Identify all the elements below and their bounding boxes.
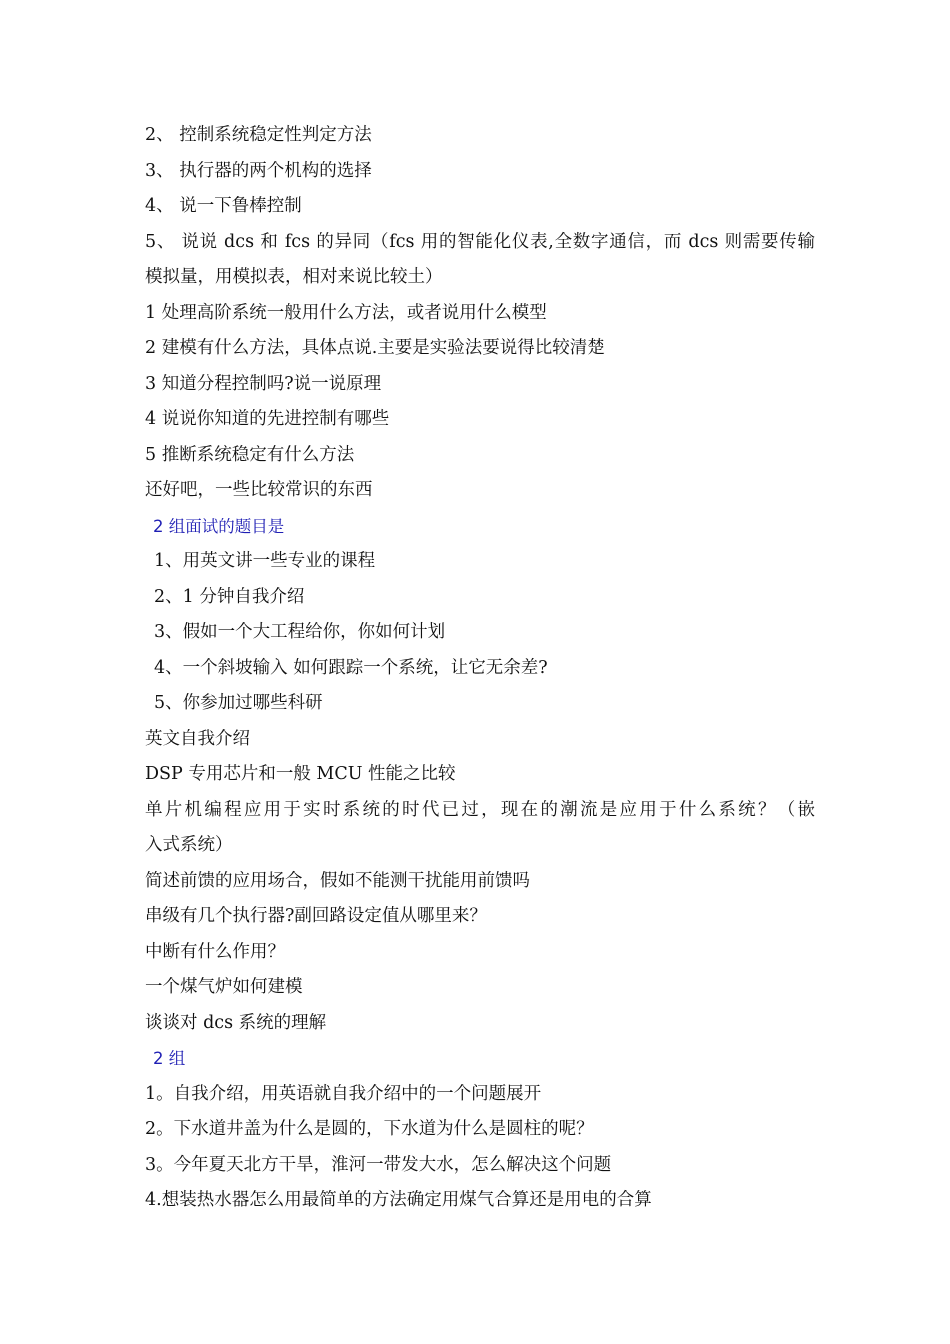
text-line: 5 推断系统稳定有什么方法 [145, 444, 355, 465]
list-item: 4、一个斜坡输入 如何跟踪一个系统，让它无余差? [154, 657, 548, 678]
list-item: 1、用英文讲一些专业的课程 [154, 551, 376, 571]
text-line: 1。自我介绍，用英语就自我介绍中的一个问题展开 [145, 1083, 542, 1104]
text-line: 4.想装热水器怎么用最简单的方法确定用煤气合算还是用电的合算 [145, 1190, 652, 1210]
text-line: 5、 说说 dcs 和 fcs 的异同（fcs 用的智能化仪表,全数字通信，而 dcs 则需要传输 [145, 231, 815, 252]
text-line: 2。下水道井盖为什么是圆的，下水道为什么是圆柱的呢？ [145, 1119, 594, 1139]
text-line: 谈谈对 dcs 系统的理解 [145, 1012, 327, 1033]
section-heading: 2 组面试的题目是 [153, 516, 285, 536]
text-line: 单片机编程应用于实时系统的时代已过，现在的潮流是应用于什么系统？（嵌 [145, 799, 815, 820]
text-line: 英文自我介绍 [145, 728, 250, 749]
text-line: 3 知道分程控制吗?说一说原理 [145, 373, 382, 394]
text-line: 2 建模有什么方法，具体点说.主要是实验法要说得比较清楚 [145, 338, 605, 358]
text-line: DSP 专用芯片和一般 MCU 性能之比较 [145, 764, 456, 784]
list-item: 5、你参加过哪些科研 [154, 693, 323, 713]
text-line: 模拟量，用模拟表，相对来说比较土） [145, 267, 443, 287]
document-body [145, 118, 815, 1219]
list-item: 3、假如一个大工程给你，你如何计划 [154, 622, 446, 642]
text-line: 3。今年夏天北方干旱，淮河一带发大水，怎么解决这个问题 [145, 1154, 612, 1175]
text-line: 还好吧，一些比较常识的东西 [145, 480, 373, 500]
text-line: 简述前馈的应用场合，假如不能测干扰能用前馈吗 [145, 870, 530, 891]
list-item: 2、1 分钟自我介绍 [154, 586, 305, 607]
text-line: 一个煤气炉如何建模 [145, 977, 303, 997]
section-heading: 2 组 [153, 1049, 186, 1068]
text-line: 4 说说你知道的先进控制有哪些 [145, 409, 390, 429]
text-line: 1 处理高阶系统一般用什么方法，或者说用什么模型 [145, 302, 547, 323]
text-line: 4、 说一下鲁棒控制 [145, 196, 302, 216]
text-line: 中断有什么作用？ [145, 941, 285, 962]
text-line: 串级有几个执行器?副回路设定值从哪里来？ [145, 906, 487, 926]
text-line: 3、 执行器的两个机构的选择 [145, 160, 372, 181]
text-line: 入式系统） [145, 835, 233, 855]
text-line: 2、 控制系统稳定性判定方法 [145, 125, 372, 145]
